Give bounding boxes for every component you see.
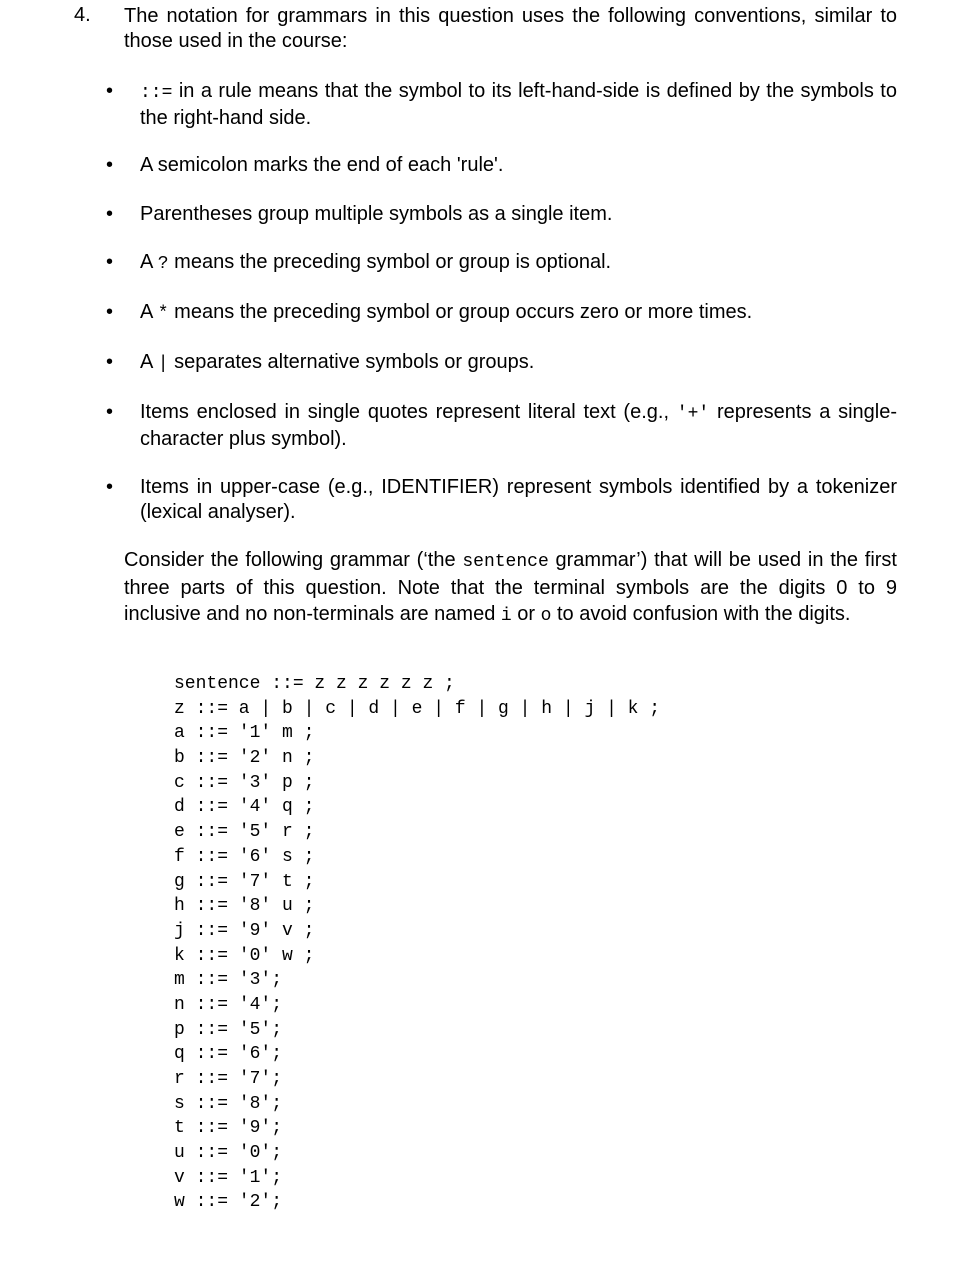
paragraph-text: or (511, 603, 541, 625)
bullet-item (140, 153, 897, 178)
bullet-marker: • (106, 301, 114, 323)
bullet-marker: • (106, 203, 114, 225)
bullet-marker: • (106, 154, 114, 176)
paragraph-text: to avoid confusion with the digits. (551, 603, 851, 625)
grammar-rule: j ::= '9' v ; (174, 920, 315, 941)
question-intro: The notation for grammars in this question uses the following conventions, similar to those used in the course: (124, 5, 897, 52)
bullet-code: ? (157, 254, 169, 274)
bullet-code: | (157, 354, 169, 374)
paragraph-text: grammar’) that will be used in the first three parts of this question. Note that the terminal symbols are the digits 0 to 9 inclusive and no non-terminals are named (124, 549, 897, 625)
bullet-text: Parentheses group multiple symbols as a single item. (140, 203, 613, 225)
grammar-rule: q ::= '6'; (174, 1044, 283, 1065)
bullet-text: A semicolon marks the end of each 'rule'. (140, 154, 504, 176)
bullet-code: '+' (676, 404, 710, 424)
bullet-item (140, 202, 897, 227)
grammar-rule: e ::= '5' r ; (174, 822, 315, 843)
bullet-item (140, 400, 897, 452)
bullet-marker: • (106, 401, 114, 423)
grammar-rule: m ::= '3'; (174, 970, 283, 991)
bullet-text: separates alternative symbols or groups. (168, 351, 535, 373)
paragraph-code: sentence (462, 552, 549, 572)
bullet-marker: • (106, 80, 114, 102)
grammar-rule: n ::= '4'; (174, 994, 283, 1015)
bullet-marker: • (106, 476, 114, 498)
paragraph-code: i (500, 606, 512, 626)
grammar-rule: s ::= '8'; (174, 1093, 283, 1114)
grammar-rule: z ::= a | b | c | d | e | f | g | h | j | k ; (174, 698, 661, 719)
grammar-rule: sentence ::= z z z z z z ; (174, 674, 455, 694)
bullet-text: in a rule means that the symbol to its left-hand-side is defined by the symbols to the right-hand side. (140, 80, 897, 129)
bullet-item (140, 300, 897, 327)
paragraph-code: o (540, 606, 552, 626)
bullet-text: A (140, 301, 158, 323)
bullet-text: means the preceding symbol or group occurs zero or more times. (168, 301, 753, 323)
grammar-rule: p ::= '5'; (174, 1019, 283, 1040)
grammar-rule: f ::= '6' s ; (174, 846, 315, 867)
grammar-listing (174, 672, 660, 1215)
bullet-item (140, 79, 897, 131)
question-number: 4. (74, 4, 91, 26)
grammar-rule: h ::= '8' u ; (174, 896, 315, 917)
bullet-code: * (157, 304, 169, 324)
bullet-text: Items enclosed in single quotes represent literal text (e.g., (140, 401, 677, 423)
bullet-text: Items in upper-case (e.g., IDENTIFIER) represent symbols identified by a tokenizer (lexical analyser). (140, 476, 897, 523)
bullet-text: means the preceding symbol or group is optional. (168, 251, 612, 273)
bullet-code: ::= (140, 83, 173, 103)
grammar-rule: u ::= '0'; (174, 1143, 283, 1164)
grammar-rule: k ::= '0' w ; (174, 945, 315, 966)
bullet-text: A (140, 251, 158, 273)
grammar-rule: r ::= '7'; (174, 1069, 283, 1089)
bullet-item (140, 250, 897, 277)
bullet-item (140, 350, 897, 377)
paragraph-text: Consider the following grammar (‘the (124, 549, 463, 571)
bullet-text: represents a single-character plus symbol). (140, 401, 898, 450)
grammar-rule: v ::= '1'; (174, 1167, 283, 1188)
grammar-rule: b ::= '2' n ; (174, 748, 315, 769)
grammar-rule: a ::= '1' m ; (174, 723, 315, 744)
grammar-rule: t ::= '9'; (174, 1118, 283, 1139)
bullet-marker: • (106, 351, 114, 373)
bullet-marker: • (106, 251, 114, 273)
grammar-description (124, 547, 897, 629)
grammar-rule: c ::= '3' p ; (174, 772, 315, 793)
bullet-item (140, 475, 897, 525)
grammar-rule: d ::= '4' q ; (174, 797, 315, 818)
grammar-rule: g ::= '7' t ; (174, 871, 315, 892)
grammar-rule: w ::= '2'; (174, 1192, 283, 1213)
bullet-text: A (140, 351, 158, 373)
